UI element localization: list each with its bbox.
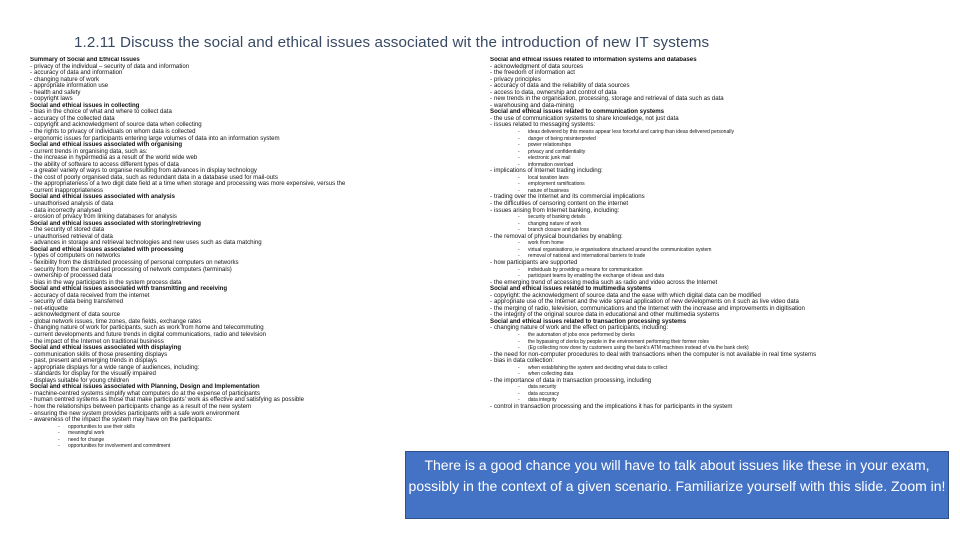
issue-text: the importance of data in transaction processing, including: [494, 376, 652, 384]
bullet-dash: -: [30, 363, 33, 371]
section-heading: Social and ethical issues associated with transmitting and receiving: [30, 285, 228, 293]
issue-text: issues related to messaging systems:: [494, 121, 596, 129]
issue-text: participant teams by enabling the exchange of ideas and data: [528, 273, 665, 280]
issue-text: unauthorised retrieval of data: [34, 232, 113, 240]
section-heading: Social and ethical issues related to transaction processing systems: [490, 317, 687, 325]
bullet-dash: -: [490, 402, 493, 410]
bullet-dash: -: [30, 75, 33, 83]
section-heading: Social and ethical issues related to multimedia systems: [490, 285, 652, 293]
issue-text: changing nature of work for participants, such as work from home and telecommuting: [34, 324, 264, 332]
bullet-dash: -: [518, 181, 520, 188]
bullet-dash: -: [490, 350, 493, 358]
issue-text: current inappropriateness: [34, 186, 104, 194]
bullet-dash: -: [518, 142, 520, 149]
bullet-dash: -: [30, 232, 33, 240]
issue-text: the appropriateness of a two digit date field at a time when storage and processing was more expensive, versus the: [34, 180, 346, 188]
section-heading: Social and ethical issues associated with analysis: [30, 193, 175, 201]
issue-text: electronic junk mail: [528, 155, 571, 162]
issue-text: (Eg collecting now done by customers using the bank's ATM machines instead of via the bank clerk): [528, 345, 749, 352]
bullet-dash: -: [30, 213, 33, 221]
issue-text: ergonomic issues for participants entering large volumes of data into an information system: [34, 134, 280, 142]
section-heading: Social and ethical issues associated with displaying: [30, 344, 182, 352]
issue-text: bias in data collection:: [494, 357, 554, 365]
issue-text: the bypassing of clerks by people in the environment performing their former roles: [528, 338, 709, 345]
bullet-dash: -: [490, 193, 493, 201]
issue-text: warehousing and data-mining: [494, 101, 574, 109]
issue-text: net-etiquette: [34, 304, 68, 312]
issue-text: machine-centred systems simplify what computers do at the expense of participants: [34, 389, 260, 397]
bullet-dash: -: [30, 265, 33, 273]
issue-text: when collecting data: [528, 371, 574, 378]
bullet-dash: -: [30, 337, 33, 345]
issue-text: how the relationships between participants change as a result of the new system: [34, 402, 252, 410]
issue-text: changing nature of work: [34, 75, 100, 83]
issue-text: bias in the way participants in the system process data: [34, 278, 182, 286]
section-heading: Social and ethical issues associated with organising: [30, 141, 183, 149]
issue-text: local taxation laws: [528, 174, 569, 181]
section-heading: Social and ethical issues associated with Planning, Design and Implementation: [30, 383, 260, 391]
bullet-dash: -: [30, 376, 33, 384]
issue-text: the removal of physical boundaries by enabling:: [494, 232, 623, 240]
bullet-dash: -: [490, 298, 493, 306]
issue-text: changing nature of work and the effect on participants, including:: [494, 324, 669, 332]
issue-text: need for change: [68, 436, 105, 443]
bullet-dash: -: [30, 350, 33, 358]
bullet-dash: -: [30, 416, 33, 424]
bullet-dash: -: [30, 311, 33, 319]
bullet-dash: -: [30, 180, 33, 188]
bullet-dash: -: [30, 134, 33, 142]
bullet-dash: -: [518, 161, 520, 168]
issue-text: trading over the Internet and its commercial implications: [494, 193, 645, 201]
bullet-dash: -: [490, 311, 493, 319]
bullet-dash: -: [518, 220, 520, 227]
bullet-dash: -: [30, 128, 33, 136]
bullet-dash: -: [490, 258, 493, 266]
issue-text: a greater variety of ways to organise resulting from advances in display technology: [34, 167, 257, 175]
issue-text: accuracy of data and information: [34, 69, 123, 77]
bullet-dash: -: [518, 187, 520, 194]
bullet-dash: -: [518, 214, 520, 221]
issue-text: the emerging trend of accessing media such as radio and video across the Internet: [494, 278, 718, 286]
issue-text: advances in storage and retrieval technologies and new uses such as data matching: [34, 239, 262, 247]
bullet-dash: -: [490, 232, 493, 240]
bullet-dash: -: [30, 291, 33, 299]
bullet-dash: -: [518, 240, 520, 247]
issue-text: the rights to privacy of individuals on whom data is collected: [34, 128, 196, 136]
issue-text: the security of stored data: [34, 226, 105, 234]
issue-text: issues arising from Internet banking, including:: [494, 206, 620, 214]
issue-text: power relationships: [528, 142, 572, 149]
bullet-dash: -: [30, 278, 33, 286]
bullet-dash: -: [490, 95, 493, 103]
bullet-dash: -: [490, 69, 493, 77]
issue-text: copyright: the acknowledgment of source data and the ease with which digital data can be modified: [494, 291, 761, 299]
issue-text: unauthorised analysis of data: [34, 200, 114, 208]
bullet-dash: -: [30, 298, 33, 306]
issue-text: privacy principles: [494, 75, 541, 83]
bullet-dash: -: [518, 246, 520, 253]
issue-text: acknowledgment of data source: [34, 311, 121, 319]
issue-text: security of data being transferred: [34, 298, 124, 306]
issue-text: data accuracy: [528, 390, 560, 397]
issue-text: information overload: [528, 161, 574, 168]
bullet-dash: -: [490, 200, 493, 208]
bullet-dash: -: [30, 409, 33, 417]
bullet-dash: -: [30, 108, 33, 116]
slide-title: 1.2.11 Discuss the social and ethical issues associated wit the introduction of new IT systems: [74, 34, 710, 51]
bullet-dash: -: [30, 206, 33, 214]
issue-text: the automation of jobs once performed by clerks: [528, 331, 635, 338]
issue-text: nature of business: [528, 187, 569, 194]
section-heading: Social and ethical issues in collecting: [30, 101, 140, 109]
bullet-dash: -: [518, 227, 520, 234]
issue-text: how participants are supported: [494, 258, 578, 266]
issue-list-item: [490, 404, 930, 411]
bullet-dash: -: [30, 317, 33, 325]
bullet-dash: -: [30, 114, 33, 122]
bullet-dash: -: [518, 338, 520, 345]
issue-text: accuracy of the collected data: [34, 114, 115, 122]
bullet-dash: -: [30, 121, 33, 129]
bullet-dash: -: [490, 114, 493, 122]
issue-text: opportunities to use their skills: [68, 423, 135, 430]
issue-list-item: [30, 443, 410, 450]
bullet-dash: -: [490, 304, 493, 312]
issue-text: copyright laws: [34, 95, 73, 103]
bullet-dash: -: [30, 226, 33, 234]
issue-text: ensuring the new system provides participants with a safe work environment: [34, 409, 240, 417]
issue-text: communication skills of those presenting displays: [34, 350, 168, 358]
bullet-dash: -: [30, 160, 33, 168]
issue-text: health and safety: [34, 88, 81, 96]
issue-text: appropriate displays for a wide range of audiences, including:: [34, 363, 200, 371]
issue-text: the ability of software to access different types of data: [34, 160, 179, 168]
issue-text: opportunities for involvement and commitment: [68, 443, 171, 450]
bullet-dash: -: [30, 239, 33, 247]
bullet-dash: -: [490, 291, 493, 299]
issue-text: the freedom of information act: [494, 69, 575, 77]
bullet-dash: -: [518, 273, 520, 280]
bullet-dash: -: [490, 357, 493, 365]
section-heading: Social and ethical issues associated with storing/retrieving: [30, 219, 202, 227]
issue-text: erosion of privacy from linking databases for analysis: [34, 213, 177, 221]
bullet-dash: -: [30, 154, 33, 162]
bullet-dash: -: [30, 252, 33, 260]
issue-text: the cost of poorly organised data, such as redundant data in a database used for mail-outs: [34, 173, 278, 181]
issue-text: acknowledgment of data sources: [494, 62, 584, 70]
section-heading: Social and ethical issues associated with processing: [30, 245, 184, 253]
issue-text: individuals by providing a means for communication: [528, 266, 643, 273]
issue-text: human centred systems as those that make participants' work as effective and satisfying as possible: [34, 396, 304, 404]
section-heading: Social and ethical issues related to information systems and databases: [490, 57, 697, 63]
issue-text: data incorrectly analysed: [34, 206, 102, 214]
issue-text: security from the centralised processing of network computers (terminals): [34, 265, 232, 273]
bullet-dash: -: [518, 331, 520, 338]
bullet-dash: -: [518, 174, 520, 181]
bullet-dash: -: [30, 389, 33, 397]
issue-text: new trends in the organisation, processing, storage and retrieval of data such as data: [494, 95, 724, 103]
issue-text: implications of Internet trading including:: [494, 167, 603, 175]
bullet-dash: -: [490, 101, 493, 109]
issue-text: bias in the choice of what and where to collect data: [34, 108, 172, 116]
issue-text: the merging of radio, television, communications and the Internet with the increase and improvements in digitisation: [494, 304, 805, 312]
bullet-dash: -: [58, 423, 60, 430]
bullet-dash: -: [518, 148, 520, 155]
bullet-dash: -: [30, 88, 33, 96]
issue-text: access to data, ownership and control of data: [494, 88, 617, 96]
bullet-dash: -: [30, 258, 33, 266]
issue-text: displays suitable for young children: [34, 376, 129, 384]
issue-text: the need for non-computer procedures to deal with transactions when the computer is not available in real time systems: [494, 350, 817, 358]
bullet-dash: -: [30, 304, 33, 312]
issue-text: privacy of the individual – security of data and information: [34, 62, 190, 70]
bullet-dash: -: [490, 75, 493, 83]
issue-text: standards for display for the visually impaired: [34, 370, 156, 378]
bullet-dash: -: [30, 62, 33, 70]
issue-text: appropriate information use: [34, 82, 109, 90]
issue-text: the use of communication systems to share knowledge, not just data: [494, 114, 679, 122]
left-issues-column: [30, 57, 410, 519]
issue-text: the integrity of the original source data in educational and other multimedia systems: [494, 311, 720, 319]
bullet-dash: -: [30, 95, 33, 103]
issue-text: copyright and acknowledgment of source data when collecting: [34, 121, 202, 129]
issue-text: data integrity: [528, 397, 557, 404]
issue-text: accuracy of data and the reliability of data sources: [494, 82, 630, 90]
bullet-dash: -: [30, 82, 33, 90]
bullet-dash: -: [518, 155, 520, 162]
bullet-dash: -: [518, 253, 520, 260]
bullet-dash: -: [490, 206, 493, 214]
bullet-dash: -: [30, 167, 33, 175]
bullet-dash: -: [518, 135, 520, 142]
bullet-dash: -: [518, 364, 520, 371]
issue-text: accuracy of data received from the internet: [34, 291, 150, 299]
bullet-dash: -: [490, 121, 493, 129]
issue-text: data security: [528, 384, 557, 391]
issue-text: ownership of processed data: [34, 272, 112, 280]
issue-text: removal of national and international barriers to trade: [528, 253, 646, 260]
issue-text: the difficulties of censoring content on the internet: [494, 200, 629, 208]
issue-text: the increase in hypermedia as a result of the world wide web: [34, 154, 198, 162]
bullet-dash: -: [30, 357, 33, 365]
bullet-dash: -: [58, 443, 60, 450]
bullet-dash: -: [518, 345, 520, 352]
bullet-dash: -: [490, 278, 493, 286]
issue-text: branch closure and job loss: [528, 227, 589, 234]
issue-text: changing nature of work: [528, 220, 582, 227]
issue-text: employment ramifications: [528, 181, 585, 188]
issue-text: meaningful work: [68, 430, 105, 437]
issue-text: global network issues, time zones, date fields, exchange rates: [34, 317, 202, 325]
issue-text: when establishing the system and deciding what data to collect: [528, 364, 668, 371]
section-heading: Summary of Social and Ethical Issues: [30, 57, 140, 63]
bullet-dash: -: [30, 272, 33, 280]
bullet-dash: -: [30, 330, 33, 338]
bullet-dash: -: [490, 88, 493, 96]
bullet-dash: -: [30, 200, 33, 208]
bullet-dash: -: [30, 396, 33, 404]
issue-text: past, present and emerging trends in displays: [34, 357, 157, 365]
section-heading: Social and ethical issues related to communication systems: [490, 108, 665, 116]
bullet-dash: -: [30, 186, 33, 194]
issue-text: ideas delivered by this means appear less forceful and caring than ideas delivered personally: [528, 129, 734, 136]
exam-note-callout: There is a good chance you will have to talk about issues like these in your exam, possibly in the context of a given scenario. Familiarize yourself with this slide. Zoom in!: [405, 451, 949, 519]
bullet-dash: -: [490, 62, 493, 70]
issue-text: current developments and future trends in digital communications, radio and television: [34, 330, 267, 338]
issue-text: awareness of the impact the system may have on the participants:: [34, 416, 213, 424]
bullet-dash: -: [58, 430, 60, 437]
bullet-dash: -: [490, 376, 493, 384]
issue-text: control in transaction processing and the implications it has for participants in the system: [494, 402, 733, 410]
bullet-dash: -: [490, 82, 493, 90]
bullet-dash: -: [490, 167, 493, 175]
issue-text: flexibility from the distributed processing of personal computers on networks: [34, 258, 239, 266]
bullet-dash: -: [30, 324, 33, 332]
bullet-dash: -: [30, 370, 33, 378]
bullet-dash: -: [490, 324, 493, 332]
issue-text: virtual organisations, ie organisations structured around the communication system: [528, 246, 712, 253]
bullet-dash: -: [518, 266, 520, 273]
bullet-dash: -: [518, 397, 520, 404]
issue-text: danger of being misinterpreted: [528, 135, 596, 142]
issue-text: current trends in organising data, such as:: [34, 147, 148, 155]
bullet-dash: -: [518, 129, 520, 136]
bullet-dash: -: [58, 436, 60, 443]
issue-text: work from home: [528, 240, 564, 247]
bullet-dash: -: [30, 173, 33, 181]
bullet-dash: -: [518, 390, 520, 397]
bullet-dash: -: [30, 147, 33, 155]
issue-text: the impact of the Internet on traditional business: [34, 337, 164, 345]
issue-text: security of banking details: [528, 214, 586, 221]
right-issues-column: [490, 57, 930, 449]
issue-text: types of computers on networks: [34, 252, 121, 260]
issue-text: appropriate use of the Internet and the wide spread application of new developments on it such as live video data: [494, 298, 799, 306]
bullet-dash: -: [30, 69, 33, 77]
bullet-dash: -: [518, 384, 520, 391]
bullet-dash: -: [518, 371, 520, 378]
bullet-dash: -: [30, 402, 33, 410]
issue-text: privacy and confidentiality: [528, 148, 586, 155]
